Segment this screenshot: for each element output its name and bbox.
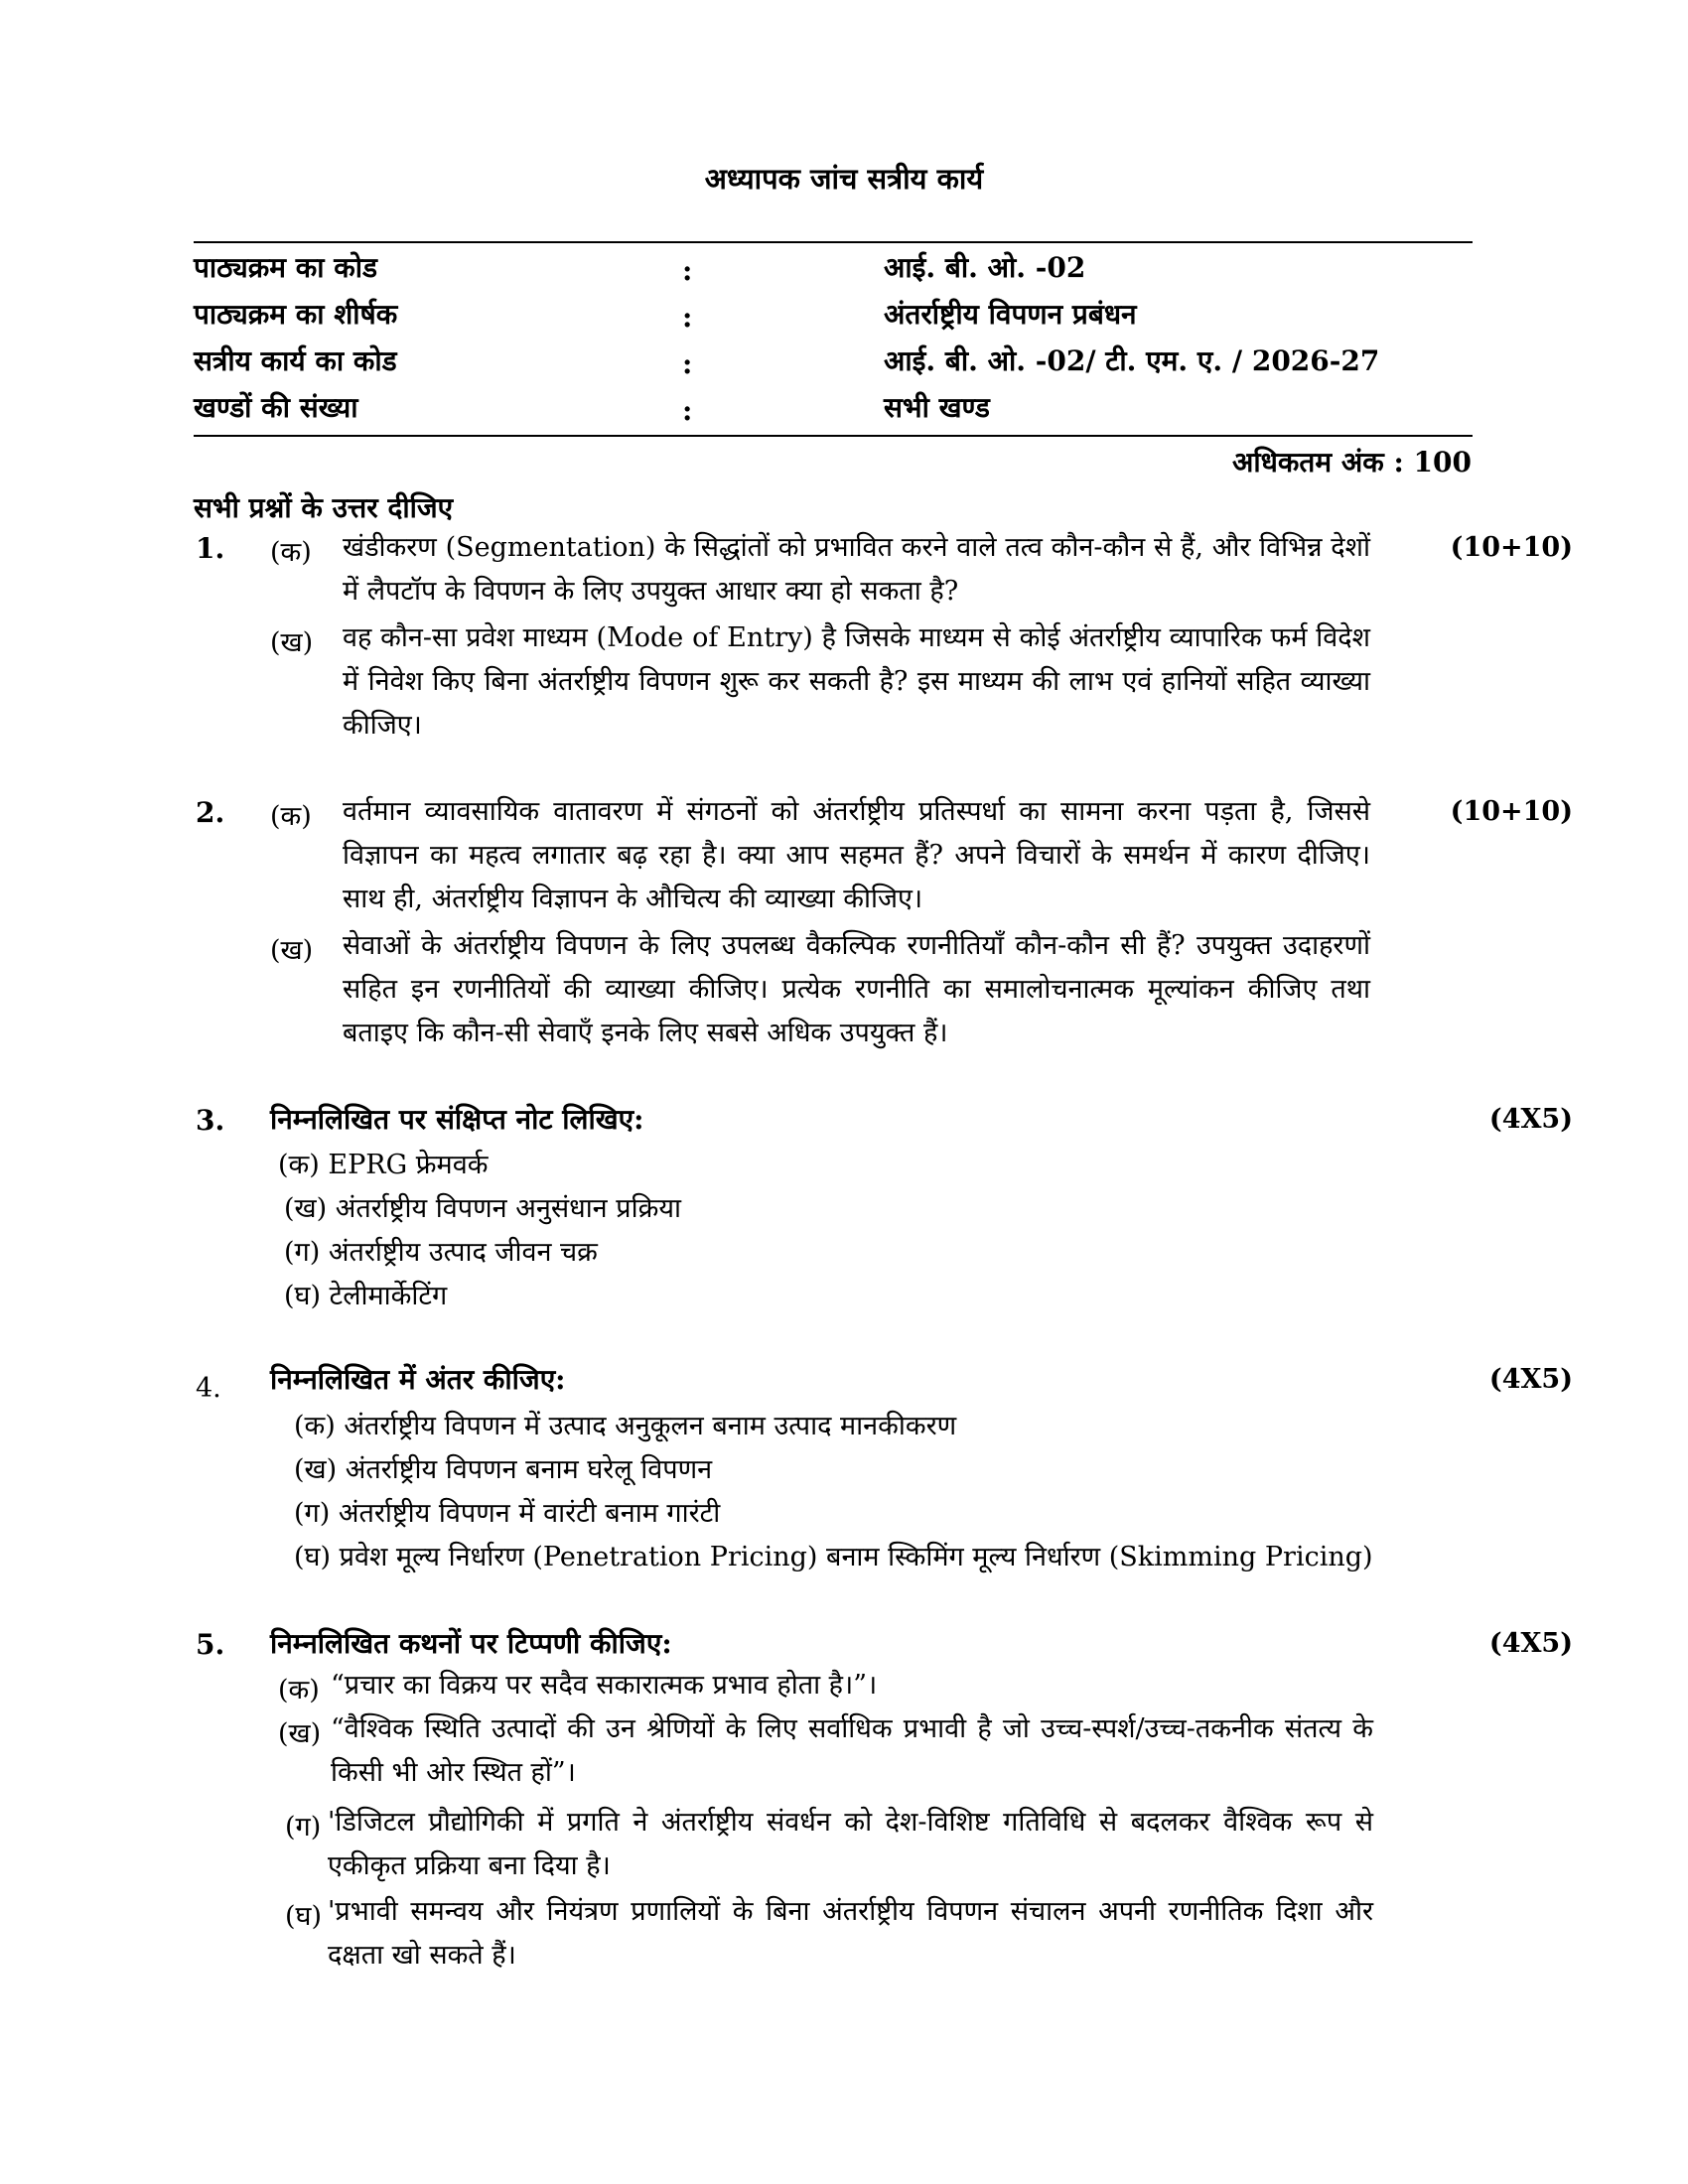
statement-text: 'डिजिटल प्रौद्योगिकी में प्रगति ने अंतर्राष्ट्रीय संवर्धन को देश-विशिष्ट गतिविधि से बदलकर वैश्विक रूप से एकीकृत प्रक्रिया बना दिया है।: [328, 1807, 1373, 1881]
meta-row-assignment-code: [194, 341, 1473, 387]
question-number: 1.: [196, 532, 225, 565]
question-number: 4.: [196, 1373, 221, 1404]
meta-separator: :: [682, 394, 693, 427]
sub-label: (ख): [278, 1718, 322, 1749]
question-marks: (4X5): [1488, 1364, 1573, 1395]
top-rule: [194, 241, 1473, 243]
meta-label: पाठ्यक्रम का शीर्षक: [194, 298, 398, 331]
meta-row-blocks: [194, 388, 1473, 434]
instruction: सभी प्रश्नों के उत्तर दीजिए: [194, 491, 454, 524]
question-number: 3.: [196, 1104, 225, 1137]
list-item: (घ) प्रवेश मूल्य निर्धारण (Penetration Pricing) बनाम स्किमिंग मूल्य निर्धारण (Skimming Pricing): [294, 1542, 1373, 1572]
sub-label: (क): [270, 537, 312, 568]
sub-label: (ख): [270, 627, 314, 658]
list-item: (ग) अंतर्राष्ट्रीय उत्पाद जीवन चक्र: [284, 1237, 598, 1268]
sub-label: (ग): [285, 1812, 322, 1843]
meta-value: अंतर्राष्ट्रीय विपणन प्रबंधन: [884, 298, 1137, 331]
list-item: (ग) अंतर्राष्ट्रीय विपणन में वारंटी बनाम गारंटी: [294, 1498, 721, 1529]
question-heading: निम्नलिखित कथनों पर टिप्पणी कीजिए:: [270, 1627, 672, 1660]
question-marks: (4X5): [1488, 1628, 1573, 1659]
page-title: अध्यापक जांच सत्रीय कार्य: [704, 162, 984, 196]
statement-text: 'प्रभावी समन्वय और नियंत्रण प्रणालियों के बिना अंतर्राष्ट्रीय विपणन संचालन अपनी रणनीतिक दिशा और दक्षता खो सकते हैं।: [328, 1896, 1373, 1971]
max-marks: अधिकतम अंक : 100: [1232, 446, 1472, 478]
bottom-rule: [194, 435, 1473, 437]
list-item: (ख) अंतर्राष्ट्रीय विपणन बनाम घरेलू विपणन: [294, 1454, 713, 1485]
list-item: (क) EPRG फ्रेमवर्क: [278, 1150, 489, 1180]
list-item: (ख) अंतर्राष्ट्रीय विपणन अनुसंधान प्रक्रिया: [284, 1193, 681, 1224]
meta-label: खण्डों की संख्या: [194, 391, 358, 424]
question-marks: (4X5): [1488, 1104, 1573, 1135]
sub-label: (क): [278, 1675, 320, 1706]
question-marks: (10+10): [1450, 532, 1573, 563]
question-text: वह कौन-सा प्रवेश माध्यम (Mode of Entry) है जिसके माध्यम से कोई अंतर्राष्ट्रीय व्यापारिक फर्म विदेश में निवेश किए बिना अंतर्राष्ट्रीय विपणन शुरू कर सकती है? इस माध्यम की लाभ एवं हानियों सहित व्याख्या कीजिए।: [343, 622, 1370, 741]
meta-value: आई. बी. ओ. -02: [884, 251, 1086, 284]
meta-value: आई. बी. ओ. -02/ टी. एम. ए. / 2026-27: [884, 344, 1380, 377]
meta-row-course-code: [194, 248, 1473, 294]
statement-text: “वैश्विक स्थिति उत्पादों की उन श्रेणियों के लिए सर्वाधिक प्रभावी है जो उच्च-स्पर्श/उच्च-तकनीक संतत्य के किसी भी ओर स्थित हों”।: [331, 1713, 1373, 1788]
meta-label: सत्रीय कार्य का कोड: [194, 344, 397, 377]
question-text: वर्तमान व्यावसायिक वातावरण में संगठनों को अंतर्राष्ट्रीय प्रतिस्पर्धा का सामना करना पड़ता है, जिससे विज्ञापन का महत्व लगातार बढ़ रहा है। क्या आप सहमत हैं? अपने विचारों के समर्थन में कारण दीजिए। साथ ही, अंतर्राष्ट्रीय विज्ञापन के औचित्य की व्याख्या कीजिए।: [343, 796, 1370, 914]
question-number: 2.: [196, 796, 225, 829]
sub-label: (क): [270, 801, 312, 832]
list-item: (क) अंतर्राष्ट्रीय विपणन में उत्पाद अनुकूलन बनाम उत्पाद मानकीकरण: [294, 1411, 957, 1441]
question-heading: निम्नलिखित में अंतर कीजिए:: [270, 1363, 566, 1396]
question-heading: निम्नलिखित पर संक्षिप्त नोट लिखिए:: [270, 1103, 644, 1136]
meta-separator: :: [682, 347, 693, 380]
sub-label: (घ): [285, 1901, 323, 1932]
statement-text: “प्रचार का विक्रय पर सदैव सकारात्मक प्रभाव होता है।”।: [331, 1670, 878, 1701]
question-text: सेवाओं के अंतर्राष्ट्रीय विपणन के लिए उपलब्ध वैकल्पिक रणनीतियाँ कौन-कौन सी हैं? उपयुक्त उदाहरणों सहित इन रणनीतियों की व्याख्या कीजिए। प्रत्येक रणनीति का समालोचनात्मक मूल्यांकन कीजिए तथा बताइए कि कौन-सी सेवाएँ इनके लिए सबसे अधिक उपयुक्त हैं।: [343, 930, 1370, 1048]
question-text: खंडीकरण (Segmentation) के सिद्धांतों को प्रभावित करने वाले तत्व कौन-कौन से हैं, और विभिन्न देशों में लैपटॉप के विपणन के लिए उपयुक्त आधार क्या हो सकता है?: [343, 532, 1370, 607]
meta-separator: :: [682, 301, 693, 334]
meta-value: सभी खण्ड: [884, 391, 990, 424]
question-marks: (10+10): [1450, 796, 1573, 827]
list-item: (घ) टेलीमार्केटिंग: [284, 1281, 448, 1311]
meta-separator: :: [682, 254, 693, 287]
meta-row-course-title: [194, 295, 1473, 341]
meta-label: पाठ्यक्रम का कोड: [194, 251, 378, 284]
sub-label: (ख): [270, 935, 314, 966]
question-number: 5.: [196, 1628, 225, 1661]
